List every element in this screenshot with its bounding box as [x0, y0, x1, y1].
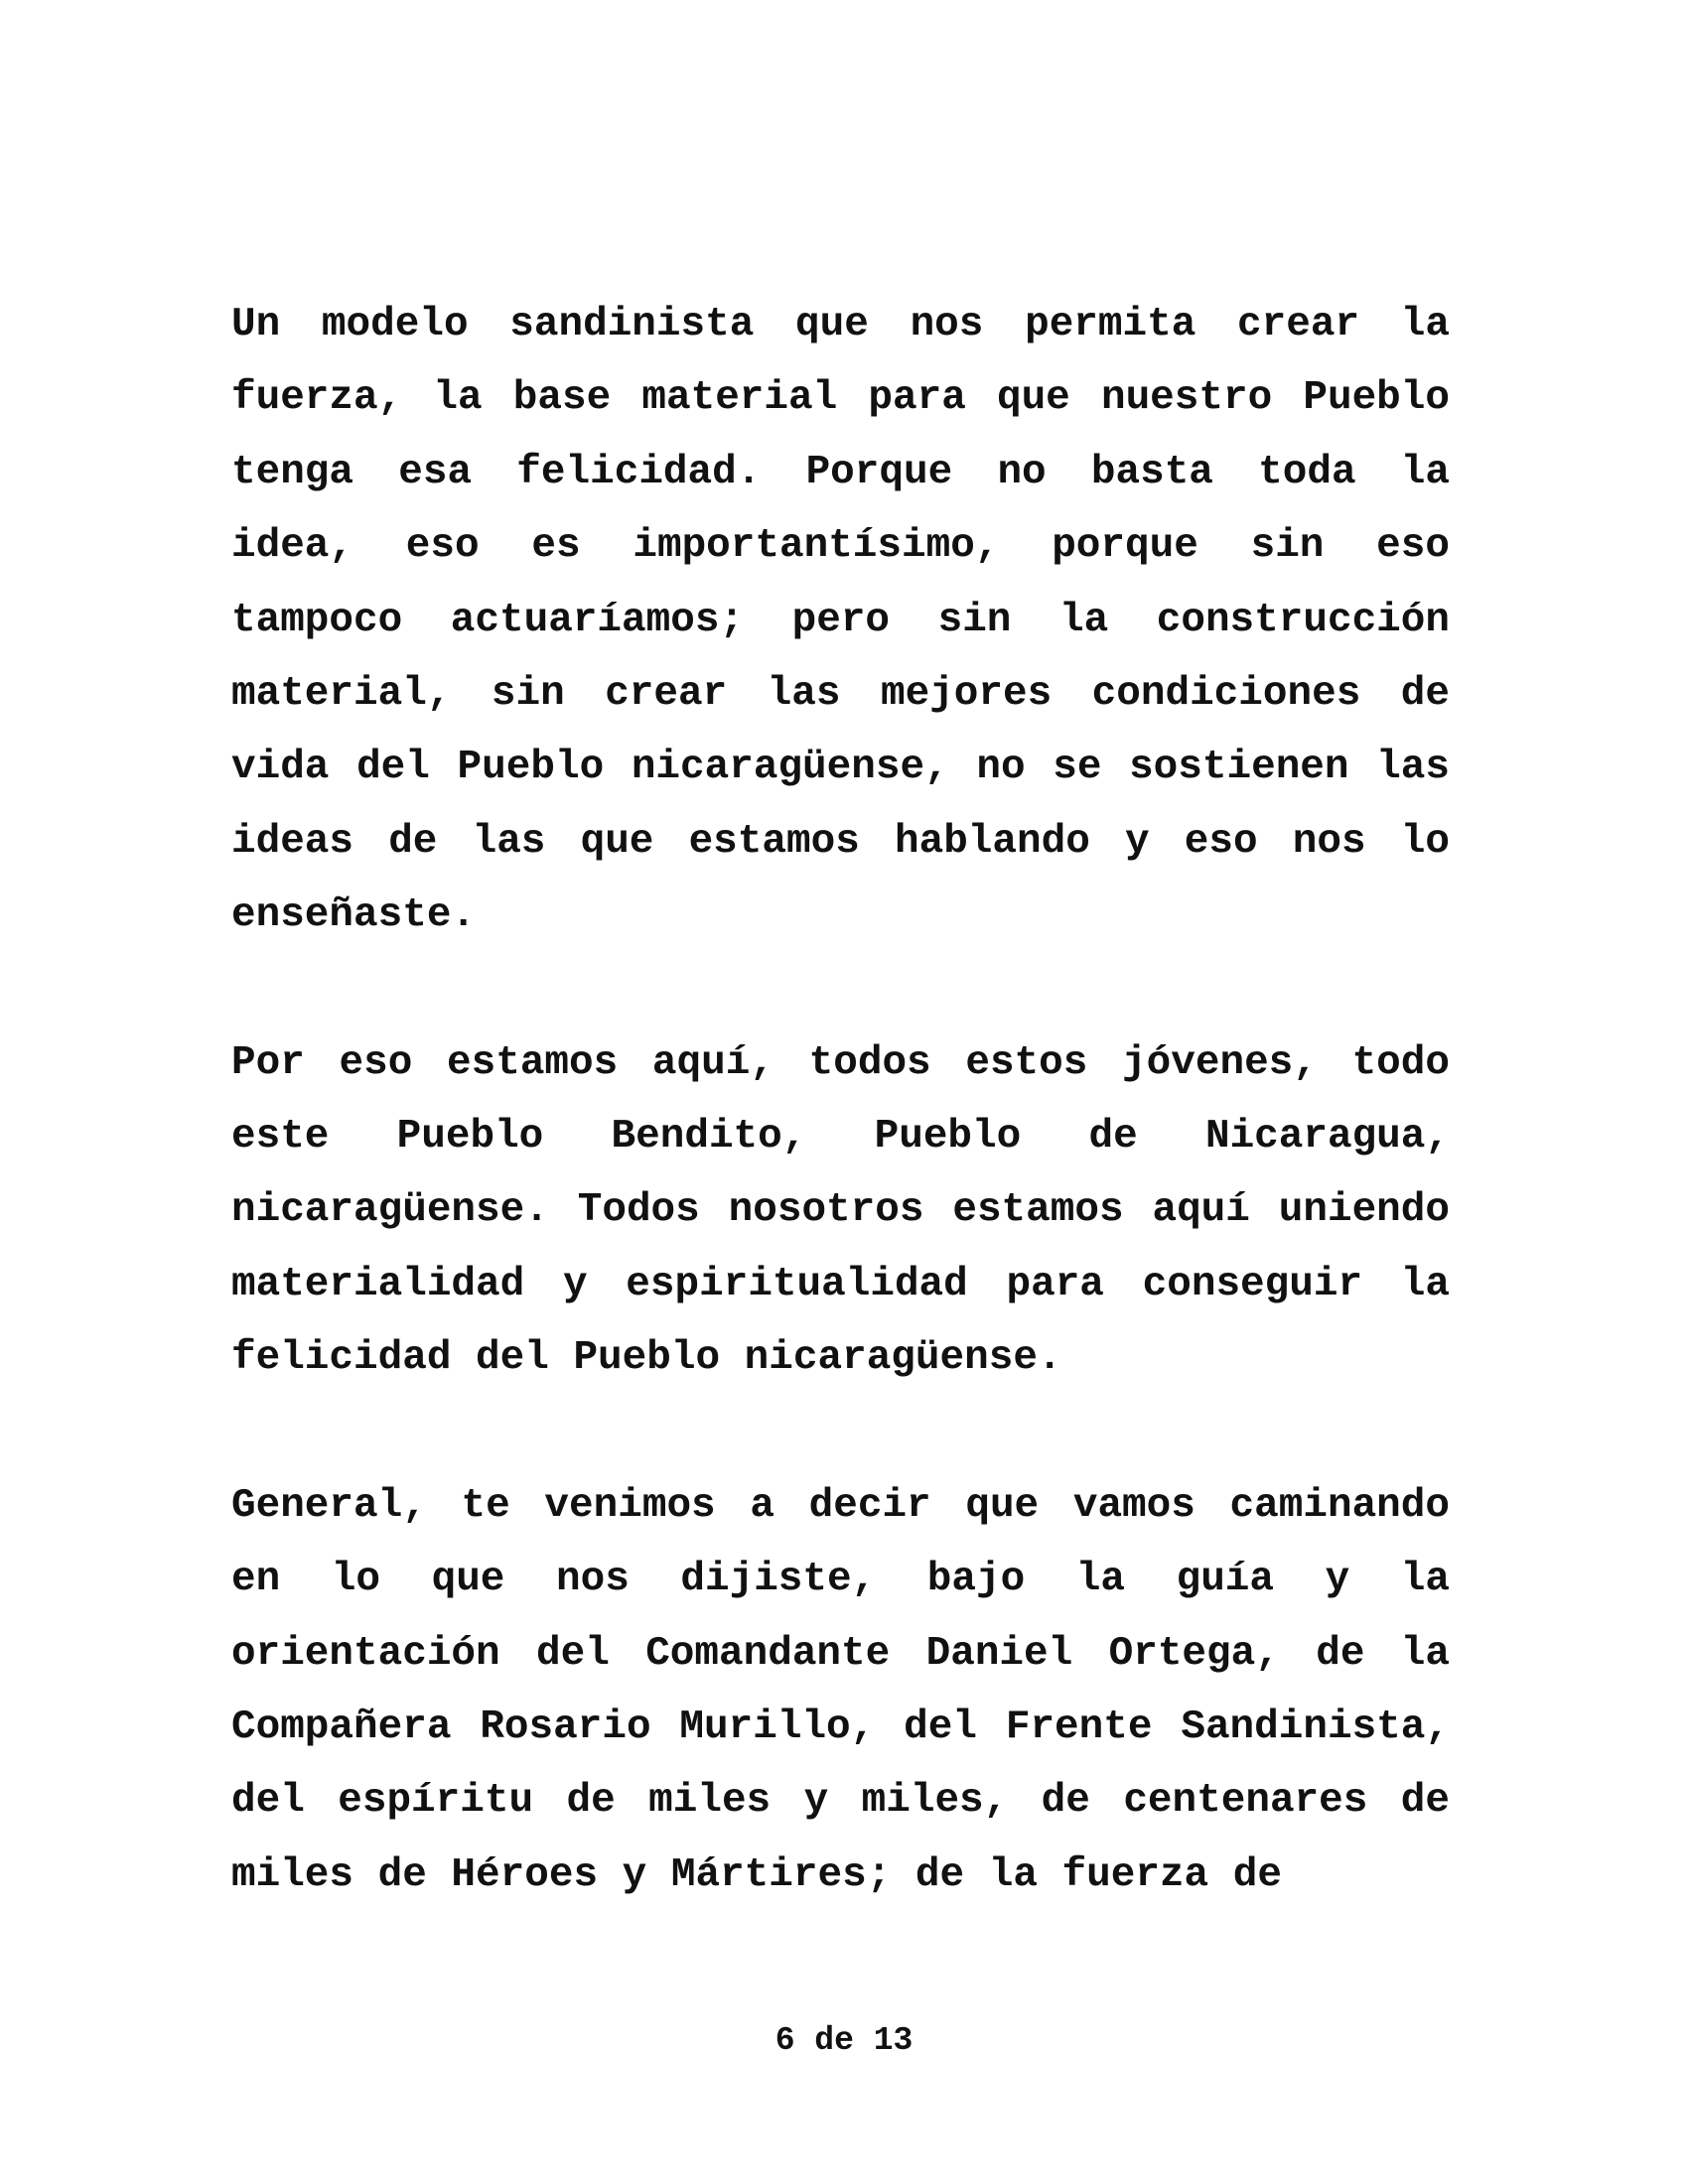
- paragraph: General, te venimos a decir que vamos caminando en lo que nos dijiste, bajo la guía y la orientación del Comandante Daniel Ortega, de la Compañera Rosario Murillo, del Frente Sandinista, del espíritu de miles y miles, de centenares de miles de Héroes y Mártires; de la fuerza de: [231, 1482, 1450, 1898]
- document-body: [231, 288, 1450, 1912]
- page-number: 6 de 13: [774, 2022, 914, 2059]
- paragraph: Por eso estamos aquí, todos estos jóvenes, todo este Pueblo Bendito, Pueblo de Nicaragua, nicaragüense. Todos nosotros estamos aquí uniendo materialidad y espiritualidad para conseguir la felicidad del Pueblo nicaragüense.: [231, 1039, 1450, 1382]
- paragraph: Un modelo sandinista que nos permita crear la fuerza, la base material para que nuestro Pueblo tenga esa felicidad. Porque no basta toda la idea, eso es importantísimo, porque sin eso tampoco actuaríamos; pero sin la construcción material, sin crear las mejores condiciones de vida del Pueblo nicaragüense, no se sostienen las ideas de las que estamos hablando y eso nos lo enseñaste.: [231, 302, 1450, 939]
